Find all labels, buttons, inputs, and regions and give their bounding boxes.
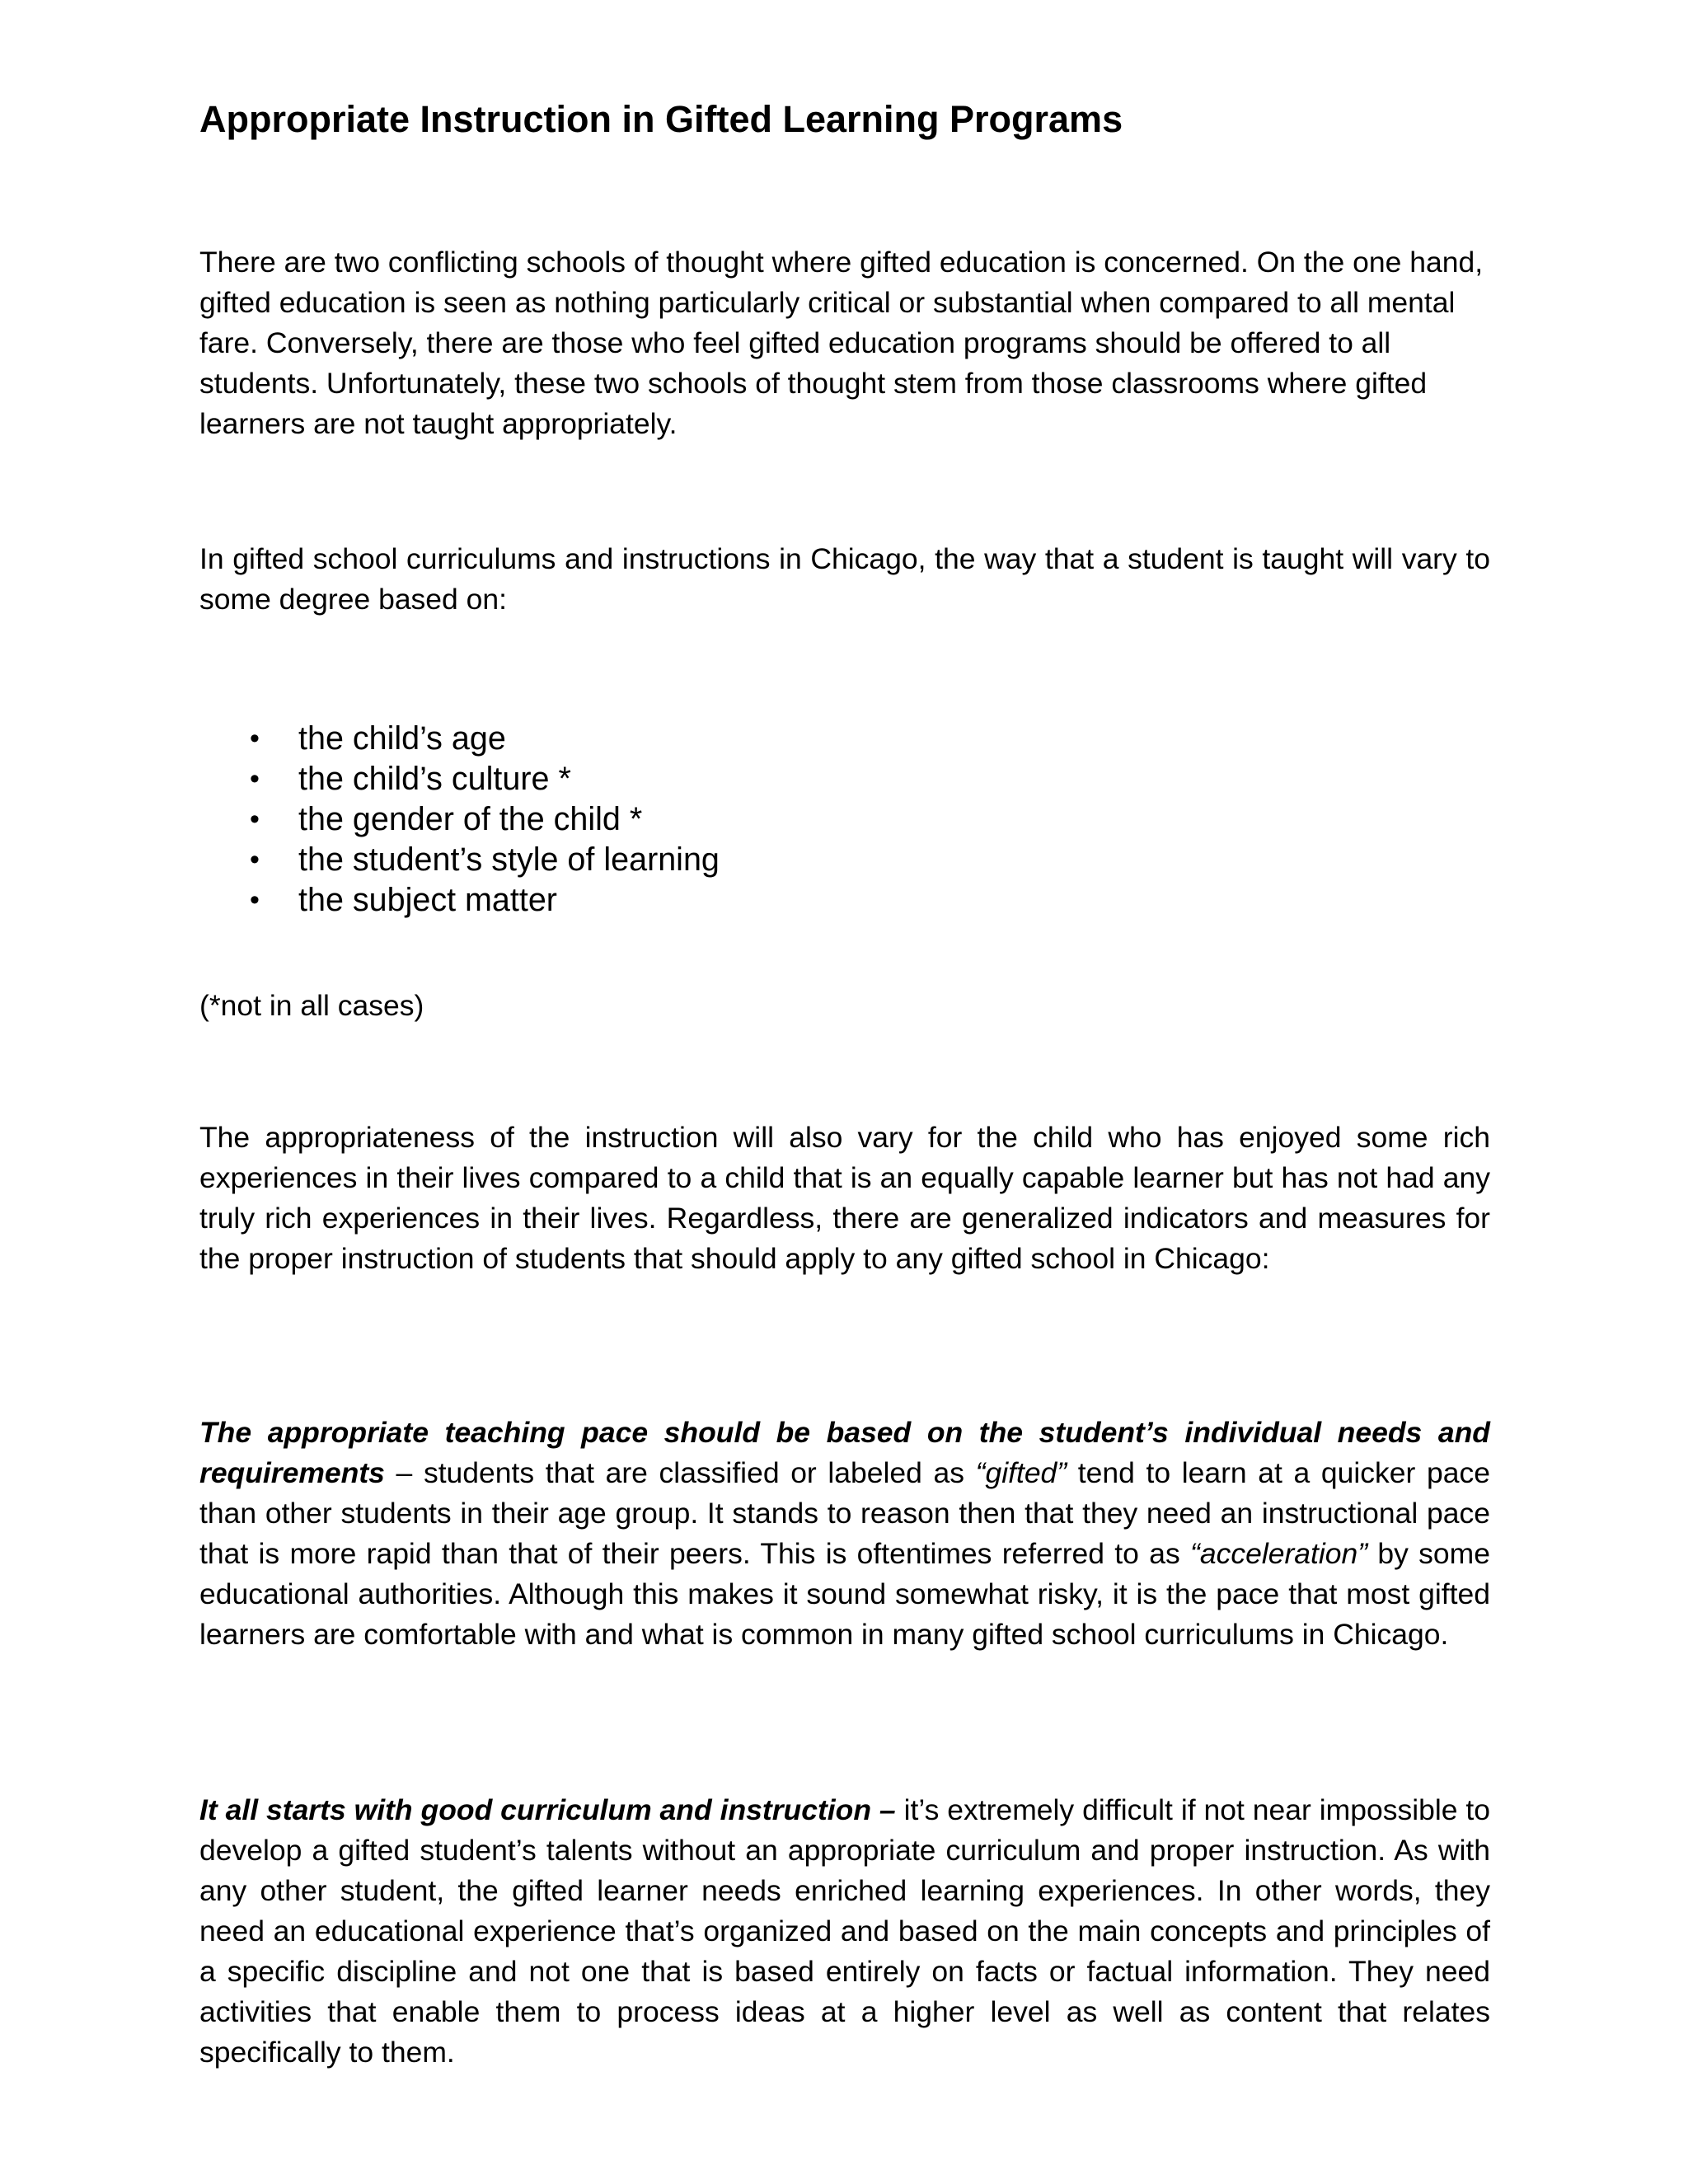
- intro-paragraph: There are two conflicting schools of thought where gifted education is concerned. On the one hand, gifted education is seen as nothing particularly critical or substantial when compared to all mental fare. Conversely, there are those who feel gifted education programs should be offered to all students. Unfortunately, these two schools of thought stem from those classrooms where gifted learners are not taught appropriately.: [199, 246, 1484, 440]
- curriculum-paragraph: [199, 1790, 1490, 2073]
- curriculum-dash: –: [871, 1793, 904, 1826]
- term-gifted: “gifted”: [975, 1456, 1067, 1489]
- list-item-text: the child’s culture *: [298, 761, 571, 797]
- factors-list: [199, 719, 720, 921]
- bullet-icon: •: [250, 844, 260, 875]
- document-page: [199, 0, 1490, 2184]
- list-item: [199, 759, 720, 799]
- teaching-pace-paragraph: [199, 1413, 1490, 1655]
- curriculum-text: it’s extremely difficult if not near impossible to develop a gifted student’s talents without an appropriate curriculum and proper instruction. As with any other student, the gifted learner needs enriched learning experiences. In other words, they need an educational experience that’s organized and based on the main concepts and principles of a specific discipline and not one that is based entirely on facts or factual information. They need activities that enable them to process ideas at a higher level as well as content that relates specifically to them.: [199, 1793, 1490, 2069]
- teaching-pace-heading: The appropriate teaching pace should be based on the student’s individual needs and requirements: [199, 1416, 1490, 1489]
- teaching-pace-dash: –: [384, 1456, 424, 1489]
- bullet-icon: •: [250, 884, 260, 916]
- bullet-icon: •: [250, 804, 260, 835]
- teaching-pace-text-b: tend to learn at a quicker pace than other students in their age group. It stands to reason then that they need an instructional pace that is more rapid than that of their peers. This is oftentimes referred to as: [199, 1456, 1490, 1570]
- document-title: Appropriate Instruction in Gifted Learning Programs: [199, 98, 1123, 140]
- list-item: [199, 840, 720, 880]
- appropriateness-paragraph: The appropriateness of the instruction will also vary for the child who has enjoyed some rich experiences in their lives compared to a child that is an equally capable learner but has not had any truly rich experiences in their lives. Regardless, there are generalized indicators and measures for the proper instruction of students that should apply to any gifted school in Chicago:: [199, 1121, 1490, 1275]
- list-item-text: the student’s style of learning: [298, 841, 720, 878]
- list-item: [199, 880, 720, 921]
- bullet-icon: •: [250, 763, 260, 794]
- list-item: [199, 799, 720, 840]
- curriculum-heading: It all starts with good curriculum and instruction: [199, 1793, 872, 1826]
- factors-intro-paragraph: In gifted school curriculums and instructions in Chicago, the way that a student is taught will vary to some degree based on:: [199, 542, 1490, 616]
- term-acceleration: “acceleration”: [1190, 1537, 1368, 1570]
- list-item: [199, 719, 720, 759]
- list-item-text: the subject matter: [298, 882, 557, 918]
- list-item-text: the gender of the child *: [298, 801, 643, 837]
- teaching-pace-text-a: students that are classified or labeled as: [423, 1456, 976, 1489]
- footnote: (*not in all cases): [199, 989, 424, 1022]
- teaching-pace-text-c: by some educational authorities. Although this makes it sound somewhat risky, it is the pace that most gifted learners are comfortable with and what is common in many gifted school curriculums in Chicago.: [199, 1537, 1490, 1651]
- bullet-icon: •: [250, 723, 260, 754]
- list-item-text: the child’s age: [298, 720, 506, 757]
